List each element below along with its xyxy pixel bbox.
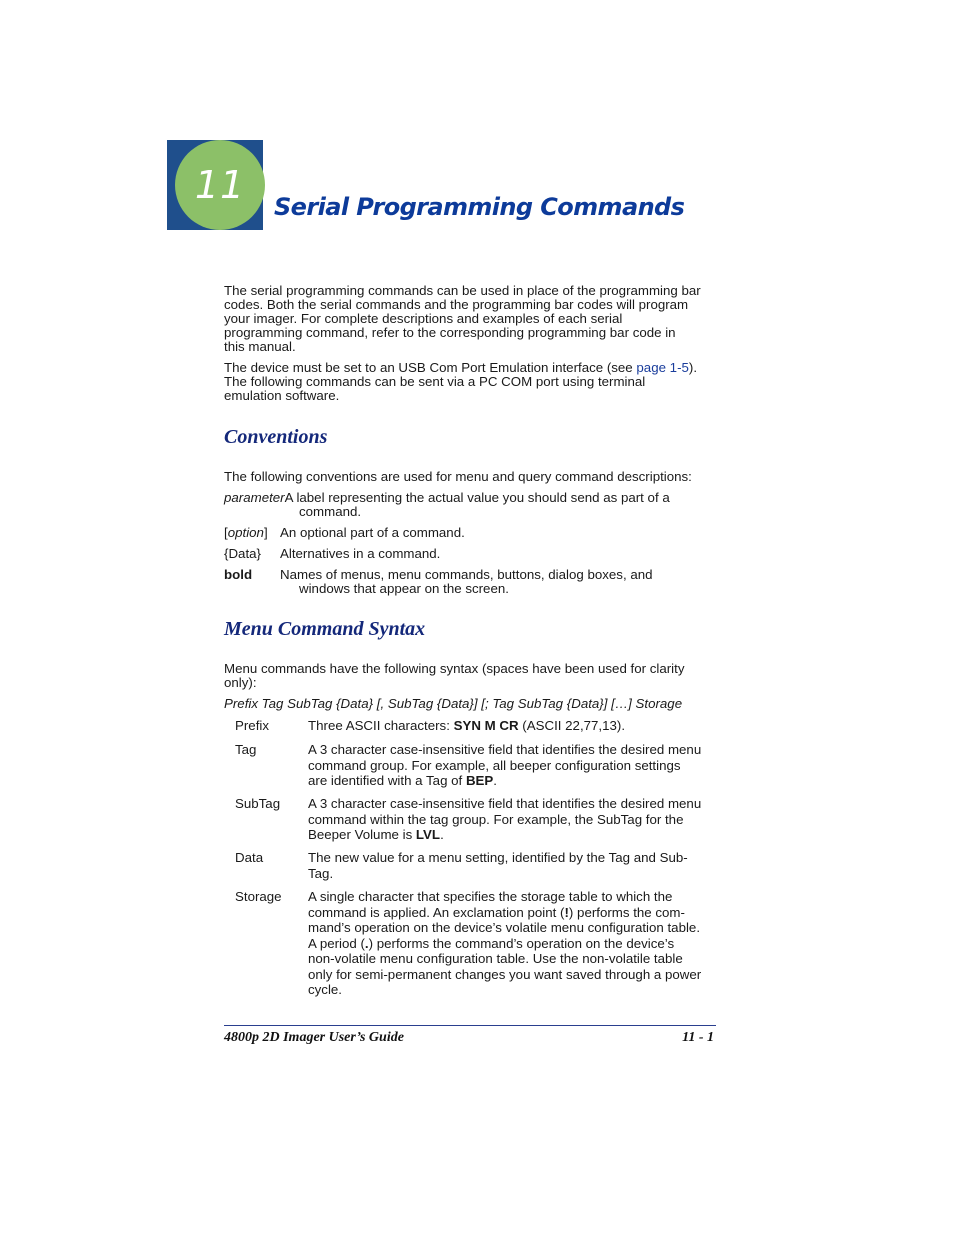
- bold-definition-cont: windows that appear on the screen.: [299, 581, 509, 596]
- chapter-number: 11: [194, 163, 246, 207]
- page-link[interactable]: page 1-5: [636, 360, 689, 375]
- intro-line: The device must be set to an USB Com Port Emulation interface (see page 1-5).: [224, 360, 698, 375]
- data-field-definition: The new value for a menu setting, identified by the Tag and Sub- Tag.: [308, 850, 688, 881]
- intro-line: The serial programming commands can be used in place of the programming bar: [224, 283, 701, 298]
- tag-definition: A 3 character case-insensitive field that identifies the desired menu command group. For example, all beeper configuration settings are identified with a Tag of BEP.: [308, 742, 702, 788]
- storage-definition: A single character that specifies the storage table to which the command is applied. An exclamation point (!) performs the com- mand’s operation on the device’s volatile menu configuration table. A period (.) performs the command’s operation on the device’s non-volatile menu configuration table. Use the non-volatile table only for semi-permanent changes you want saved through a power cycle.: [308, 889, 702, 997]
- footer-guide-title: 4800p 2D Imager User’s Guide: [224, 1030, 404, 1045]
- prefix-term: Prefix: [235, 718, 269, 733]
- option-term: [option]: [224, 525, 268, 540]
- parameter-definition-cont: command.: [299, 504, 362, 519]
- syntax-intro-line: only):: [224, 675, 257, 690]
- chapter-title: Serial Programming Commands: [274, 193, 685, 221]
- syntax-intro-line: Menu commands have the following syntax (spaces have been used for clarity: [224, 661, 685, 676]
- intro-line: emulation software.: [224, 388, 340, 403]
- data-field-term: Data: [235, 850, 264, 865]
- intro-line: programming command, refer to the corresponding programming bar code in: [224, 325, 676, 340]
- intro-paragraph-1: [224, 284, 724, 354]
- bold-term: bold: [224, 567, 253, 582]
- parameter-definition: A label representing the actual value you should send as part of a: [284, 490, 670, 505]
- data-term: {Data}: [224, 546, 261, 561]
- footer-page-number: 11 - 1: [682, 1030, 714, 1045]
- intro-line: The following commands can be sent via a PC COM port using terminal: [224, 374, 646, 389]
- conventions-intro: The following conventions are used for menu and query command descriptions:: [224, 469, 692, 484]
- convention-row-parameter: [224, 491, 670, 505]
- conventions-heading: Conventions: [224, 426, 328, 448]
- data-definition: Alternatives in a command.: [280, 546, 441, 561]
- footer-divider: [224, 1025, 716, 1026]
- intro-line: this manual.: [224, 339, 296, 354]
- parameter-term: parameter: [224, 490, 285, 505]
- option-definition: An optional part of a command.: [280, 525, 465, 540]
- bold-definition: Names of menus, menu commands, buttons, dialog boxes, and: [280, 567, 653, 582]
- intro-line: your imager. For complete descriptions and examples of each serial: [224, 311, 623, 326]
- subtag-definition: A 3 character case-insensitive field that identifies the desired menu command within the tag group. For example, the SubTag for the Beeper Volume is LVL.: [308, 796, 702, 842]
- syntax-template: Prefix Tag SubTag {Data} [, SubTag {Data}] [; Tag SubTag {Data}] […] Storage: [224, 696, 683, 711]
- prefix-definition: Three ASCII characters: SYN M CR (ASCII 22,77,13).: [308, 718, 626, 733]
- storage-term: Storage: [235, 889, 282, 904]
- syntax-heading: Menu Command Syntax: [224, 618, 426, 640]
- intro-paragraph-2: [224, 361, 724, 403]
- intro-line: codes. Both the serial commands and the programming bar codes will program: [224, 297, 689, 312]
- syntax-intro: [224, 662, 724, 690]
- subtag-term: SubTag: [235, 796, 281, 811]
- tag-term: Tag: [235, 742, 257, 757]
